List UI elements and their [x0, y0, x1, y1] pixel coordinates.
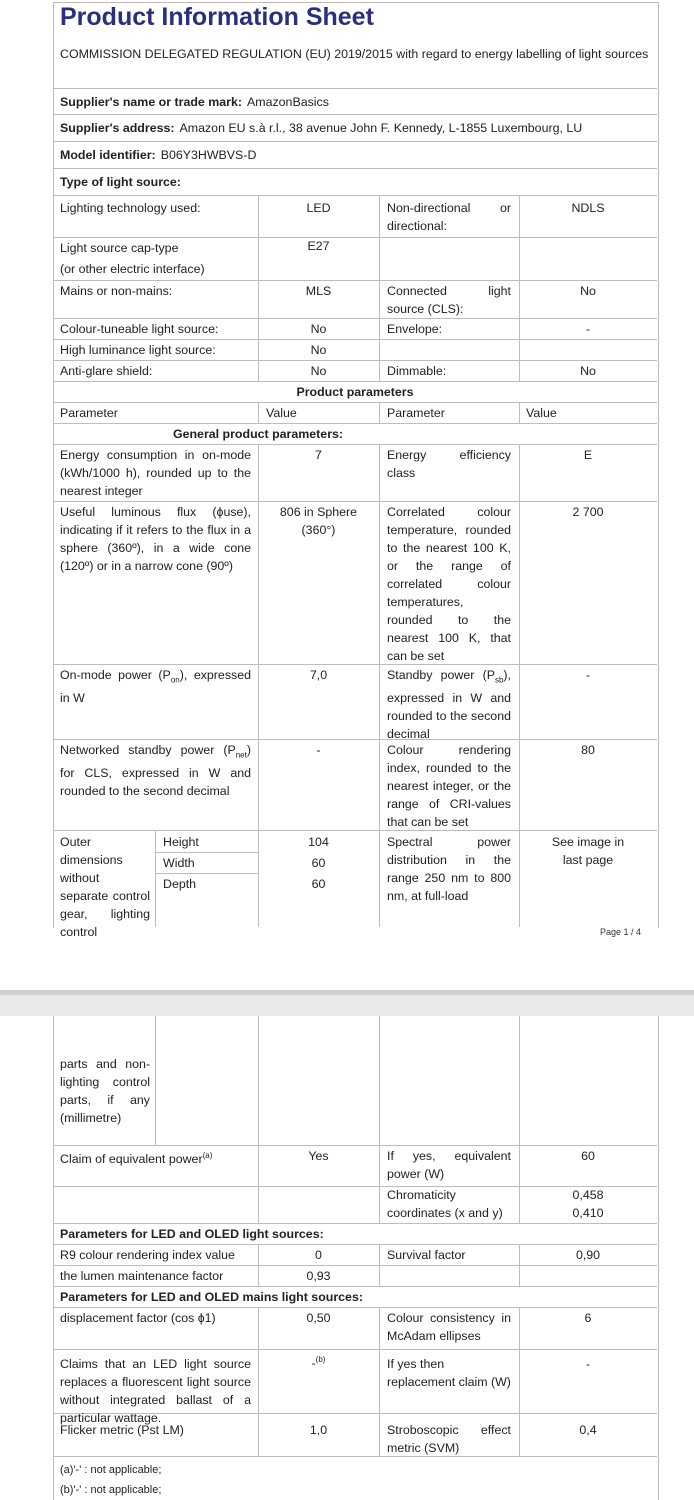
luminous-flux-label: Useful luminous flux (ϕuse), indicating if it refers to the flux in a sphere (360º), in a wide cone (120º) or in a narrow cone (90º): [60, 505, 251, 573]
cap-type-value: E27: [307, 239, 330, 253]
led-parameters-heading: Parameters for LED and OLED light sources:: [60, 1227, 324, 1241]
colour-rendering-label: Colour rendering index, rounded to the nearest integer, or the range of CRI-values that can be set: [387, 743, 511, 829]
survival-factor-label: Survival factor: [387, 1248, 466, 1262]
equivalent-power-claim-value: Yes: [308, 1149, 329, 1163]
model-identifier-row: Model identifier: B06Y3HWBVS-D: [53, 141, 657, 167]
r9-index-label: R9 colour rendering index value: [60, 1248, 235, 1262]
led-mains-parameters-heading: Parameters for LED and OLED mains light sources:: [60, 1290, 363, 1304]
high-luminance-value: No: [310, 343, 327, 357]
cls-label: Connected light source (CLS):: [387, 284, 511, 316]
envelope-value: -: [585, 322, 591, 336]
document-page-2: [0, 1016, 694, 1500]
lumen-maintenance-label: the lumen maintenance factor: [60, 1269, 224, 1283]
replacement-claim-value: -: [585, 1357, 591, 1371]
colour-rendering-value: 80: [581, 743, 595, 757]
dimmable-value: No: [580, 364, 596, 378]
on-mode-power-label: On-mode power $(P_{on})$, expressed in W: [60, 668, 251, 706]
networked-standby-label: Networked standby power $(P_{net})$ for CLS, expressed in W and rounded to the second decimal: [60, 743, 251, 799]
colour-tuneable-label: Colour-tuneable light source:: [60, 322, 219, 336]
energy-class-label: Energy efficiency class: [387, 448, 511, 480]
cls-value: No: [580, 284, 596, 298]
page-number: Page 1 / 4: [600, 927, 642, 937]
displacement-factor-value: 0,50: [306, 1311, 331, 1325]
supplier-address-row: Supplier's address: Amazon EU s.à r.l., 38 avenue John F. Kennedy, L-1855 Luxembourg, LU: [53, 114, 657, 140]
displacement-factor-label: displacement factor (cos ϕ1): [60, 1311, 216, 1325]
equivalent-power-value: 60: [581, 1149, 595, 1163]
height-value: 104: [308, 835, 329, 849]
width-label: Width: [163, 856, 195, 870]
regulation-subtitle: COMMISSION DELEGATED REGULATION (EU) 2019/2015 with regard to energy labelling of light sources: [60, 47, 649, 61]
stroboscopic-value: 0,4: [579, 1423, 597, 1437]
width-value: 60: [311, 856, 326, 870]
flicker-metric-label: Flicker metric (Pst LM): [60, 1423, 184, 1437]
directional-label: Non-directional or directional:: [387, 201, 511, 233]
colour-temperature-label: Correlated colour temperature, rounded to the nearest 100 K, or the range of correlated colour temperatures, rounded to the nearest 100 K, that can be set: [387, 505, 511, 663]
mains-value: MLS: [305, 284, 332, 298]
colour-temperature-value: 2 700: [572, 505, 604, 519]
high-luminance-label: High luminance light source:: [60, 343, 216, 357]
energy-class-value: E: [583, 448, 593, 462]
general-parameters-heading: General product parameters:: [172, 427, 344, 441]
dimmable-label: Dimmable:: [387, 364, 447, 378]
fluorescent-replacement-label: Claims that an LED light source replaces a fluorescent light source without integrated ballast of a particular wattage.: [60, 1357, 251, 1425]
light-source-type-row: Type of light source:: [53, 168, 657, 194]
replacement-claim-label: If yes then replacement claim (W): [387, 1357, 511, 1389]
equivalent-power-label: If yes, equivalent power (W): [387, 1149, 511, 1181]
outer-dimensions-label-continued: parts and non-lighting control parts, if any (millimetre): [60, 1057, 150, 1125]
footnote-b: (b)'-' : not applicable;: [60, 1484, 162, 1496]
energy-consumption-label: Energy consumption in on-mode (kWh/1000 h), rounded up to the nearest integer: [60, 448, 251, 498]
supplier-name-row: Supplier's name or trade mark: AmazonBasics: [53, 88, 657, 114]
page-title: Product Information Sheet: [60, 3, 374, 31]
anti-glare-label: Anti-glare shield:: [60, 364, 153, 378]
envelope-label: Envelope:: [387, 322, 443, 336]
luminous-flux-value: 806 in Sphere (360°): [279, 505, 358, 537]
column-header-parameter: Parameter: [60, 406, 118, 420]
spectral-distribution-value: See image in last page: [551, 835, 625, 867]
lumen-maintenance-value: 0,93: [306, 1269, 331, 1283]
anti-glare-value: No: [310, 364, 327, 378]
lighting-technology-value: LED: [306, 201, 331, 215]
flicker-metric-value: 1,0: [309, 1423, 328, 1437]
lighting-technology-label: Lighting technology used:: [60, 201, 201, 215]
footnote-a: (a)'-' : not applicable;: [60, 1464, 162, 1476]
stroboscopic-label: Stroboscopic effect metric (SVM): [387, 1423, 511, 1455]
standby-power-value: -: [585, 668, 591, 682]
directional-value: NDLS: [571, 201, 605, 215]
standby-power-label: Standby power $(P_{sb})$, expressed in W and rounded to the second decimal: [387, 668, 511, 742]
column-header-value-2: Value: [526, 406, 557, 420]
chromaticity-x-value: 0,458: [572, 1188, 604, 1202]
r9-index-value: 0: [315, 1248, 322, 1262]
column-header-value: Value: [266, 406, 297, 420]
depth-value: 60: [311, 877, 326, 891]
fluorescent-replacement-value: -$^{(b)}$: [311, 1355, 326, 1371]
on-mode-power-value: 7,0: [309, 668, 328, 682]
mains-label: Mains or non-mains:: [60, 284, 173, 298]
networked-standby-value: -: [316, 743, 321, 757]
survival-factor-value: 0,90: [575, 1248, 601, 1262]
chromaticity-y-value: 0,410: [572, 1206, 604, 1220]
product-parameters-heading: Product parameters: [296, 385, 414, 399]
page-separator: [0, 990, 694, 1016]
colour-consistency-label: Colour consistency in McAdam ellipses: [387, 1311, 511, 1343]
spectral-distribution-label: Spectral power distribution in the range 250 nm to 800 nm, at full-load: [387, 835, 511, 903]
colour-tuneable-value: No: [310, 322, 327, 336]
depth-label: Depth: [163, 877, 197, 891]
chromaticity-label: Chromaticity coordinates (x and y): [387, 1188, 503, 1220]
colour-consistency-value: 6: [584, 1311, 592, 1325]
energy-consumption-value: 7: [315, 448, 322, 462]
column-header-parameter-2: Parameter: [387, 406, 445, 420]
cap-type-label: Light source cap-type (or other electric interface): [60, 241, 205, 276]
outer-dimensions-label: Outer dimensions without separate control gear, lighting control: [60, 835, 150, 939]
height-label: Height: [163, 835, 199, 849]
equivalent-power-claim-label: Claim of equivalent power$^{(a)}$: [60, 1151, 213, 1167]
